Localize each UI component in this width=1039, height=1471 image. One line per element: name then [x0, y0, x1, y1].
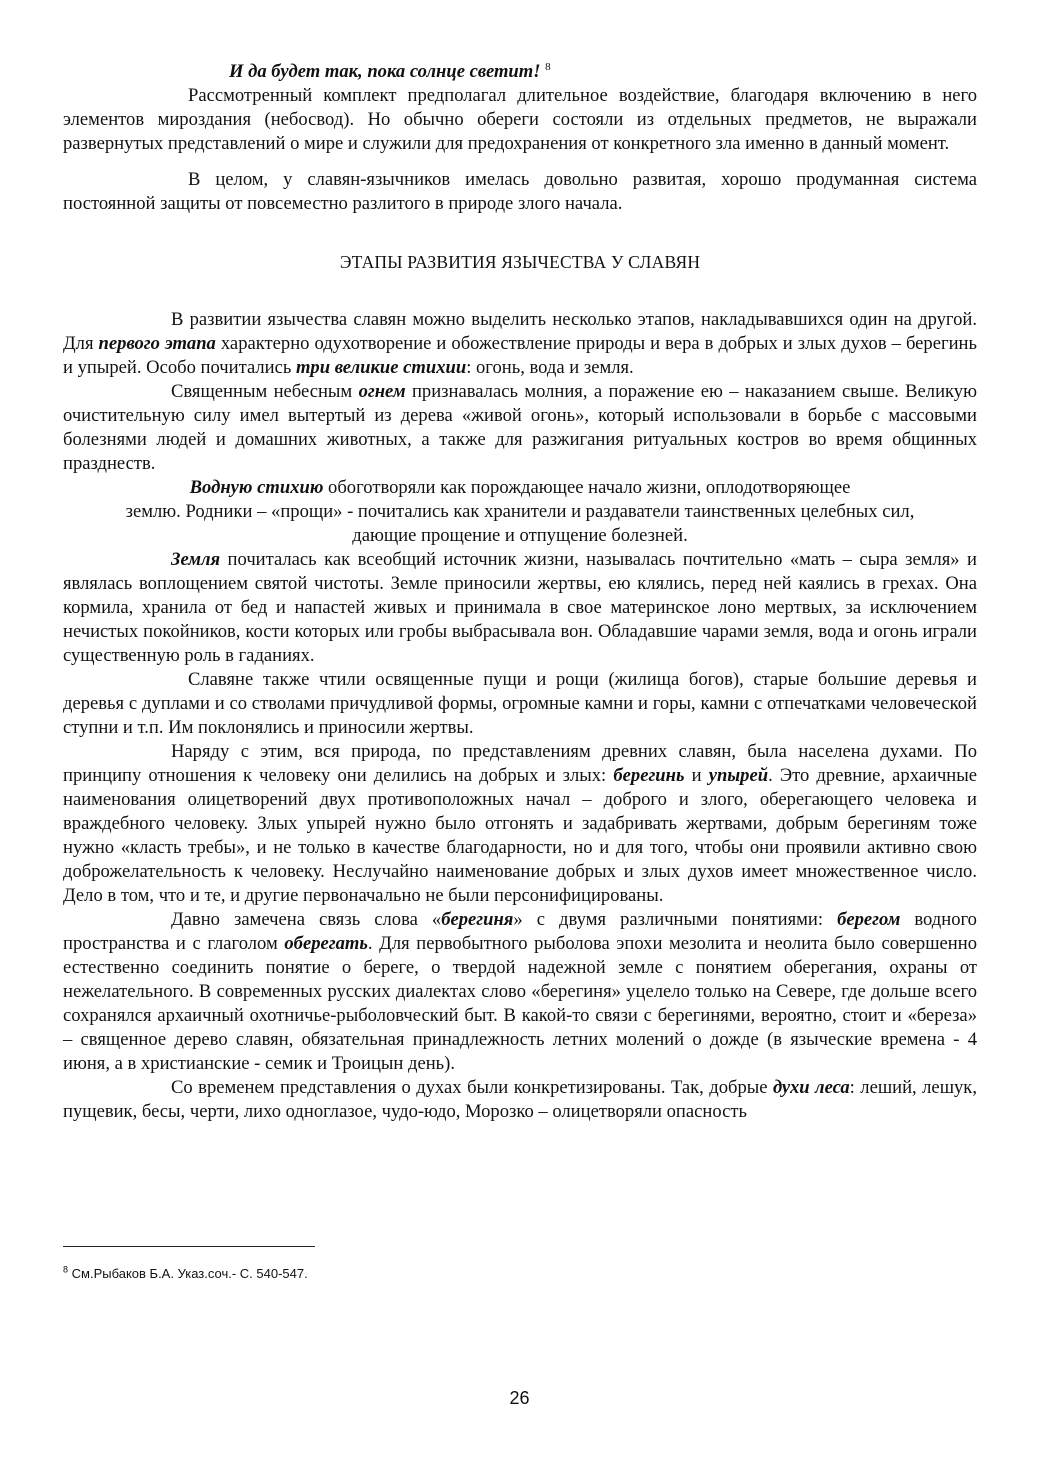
emphasis-forest-spirits: духи леса	[772, 1077, 850, 1098]
paragraph-bereginya: Давно замечена связь слова «берегиня» с двумя различными понятиями: берегом водного пространства и с глаголом оберегать. Для первобытного рыболова эпохи мезолита и неолита было совершенно естественно соединить понятие о береге, о твердой надежной земле с понятием оберегания, охраны от нежелательного. В современных русских диалектах слово «берегиня» уцелело только на Севере, где дольше всего сохранялся архаичный охотничье-рыболовческий быт. В какой-то связи с берегинями, вероятно, стоит и «береза» – священное дерево славян, обязательная принадлежность летних молений о дожде (в языческие времена - 4 июня, а в христианские - семик и Троицын день).	[63, 909, 977, 1074]
emphasis-bereginy: берегинь	[613, 765, 685, 786]
page-body	[63, 60, 977, 1124]
page-number: 26	[509, 1388, 530, 1408]
paragraph-water-line-3: дающие прощение и отпущение болезней.	[352, 525, 688, 546]
footnote-text: См.Рыбаков Б.А. Указ.соч.- С. 540-547.	[68, 1266, 308, 1281]
paragraph-water	[63, 476, 977, 548]
footnote-separator	[63, 1246, 315, 1247]
footnote-number: 8	[63, 1264, 69, 1275]
footnote	[63, 1266, 308, 1282]
paragraph-forest-spirits: Со временем представления о духах были конкретизированы. Так, добрые духи леса: леший, лешук, пущевик, бесы, черти, лихо одноглазое, чудо-юдо, Морозко – олицетворяли опасность	[63, 1077, 977, 1122]
paragraph-spirits: Наряду с этим, вся природа, по представлениям древних славян, была населена духами. По принципу отношения к человеку они делились на добрых и злых: берегинь и упырей. Это древние, архаичные наименования олицетворений двух противоположных начал – доброго и злого, оберегающего человека и враждебного человеку. Злых упырей нужно было отгонять и задабривать жертвами, добрым берегиням тоже нужно «класть требы», и не только в качестве благодарности, но и для того, чтобы они проявили активно свою доброжелательность к человеку. Неслучайно наименование добрых и злых духов имеет множественное число. Дело в том, что и те, и другие первоначально не были персонифицированы.	[63, 741, 978, 906]
emphasis-three-elements: три великие стихии	[295, 357, 467, 378]
paragraph-fire: Священным небесным огнем признавалась молния, а поражение ею – наказанием свыше. Великую очистительную силу имел вытертый из дерева «живой огонь», который использовали в борьбе с массовыми болезнями людей и домашних животных, а также для разжигания ритуальных костров во время общинных празднеств.	[63, 381, 977, 474]
emphasis-first-stage: первого этапа	[98, 333, 216, 354]
paragraph-groves: Славяне также чтили освященные пущи и рощи (жилища богов), старые большие деревья и деревья с дуплами и со стволами причудливой формы, огромные камни и горы, камни с отпечатками человеческой ступни и т.п. Им поклонялись и приносили жертвы.	[63, 669, 977, 738]
emphasis-bereginya: берегиня	[441, 909, 514, 930]
epigraph: И да будет так, пока солнце светит! $^8$	[229, 60, 551, 82]
emphasis-earth: Земля	[171, 549, 221, 570]
emphasis-fire: огнем	[358, 381, 406, 402]
section-heading: ЭТАПЫ РАЗВИТИЯ ЯЗЫЧЕСТВА У СЛАВЯН	[339, 252, 701, 272]
emphasis-oberegat: оберегать	[284, 933, 368, 954]
paragraph-stages: В развитии язычества славян можно выделить несколько этапов, накладывавшихся один на другой. Для первого этапа характерно одухотворение и обожествление природы и вера в добрых и злых духов – берегинь и упырей. Особо почитались три великие стихии: огонь, вода и земля.	[63, 309, 977, 378]
emphasis-bereg: берегом	[837, 909, 901, 930]
emphasis-water: Водную стихию	[189, 477, 324, 498]
intro-paragraph-2: В целом, у славян-язычников имелась довольно развитая, хорошо продуманная система постоянной защиты от повсеместно разлитого в природе злого начала.	[63, 169, 977, 214]
footnote-reference[interactable]: 8	[545, 60, 551, 73]
paragraph-water-line-1: Водную стихию обоготворяли как порождающее начало жизни, оплодотворяющее	[189, 477, 851, 498]
paragraph-water-line-2: землю. Родники – «прощи» - почитались как хранители и раздаватели таинственных целебных сил,	[125, 501, 915, 522]
intro-paragraph-1: Рассмотренный комплект предполагал длительное воздействие, благодаря включению в него элементов мироздания (небосвод). Но обычно обереги состояли из отдельных предметов, не выражали развернутых представлений о мире и служили для предохранения от конкретного зла именно в данный момент.	[63, 85, 977, 154]
paragraph-earth: Земля почиталась как всеобщий источник жизни, называлась почтительно «мать – сыра земля» и являлась воплощением святой чистоты. Земле приносили жертвы, ею клялись, перед ней каялись в грехах. Она кормила, хранила от бед и напастей живых и принимала в свое материнское лоно мертвых, за исключением нечистых покойников, кости которых или гробы выбрасывала вон. Обладавшие чарами земля, вода и огонь играли существенную роль в гаданиях.	[63, 549, 977, 666]
emphasis-upyri: упырей	[708, 765, 769, 786]
